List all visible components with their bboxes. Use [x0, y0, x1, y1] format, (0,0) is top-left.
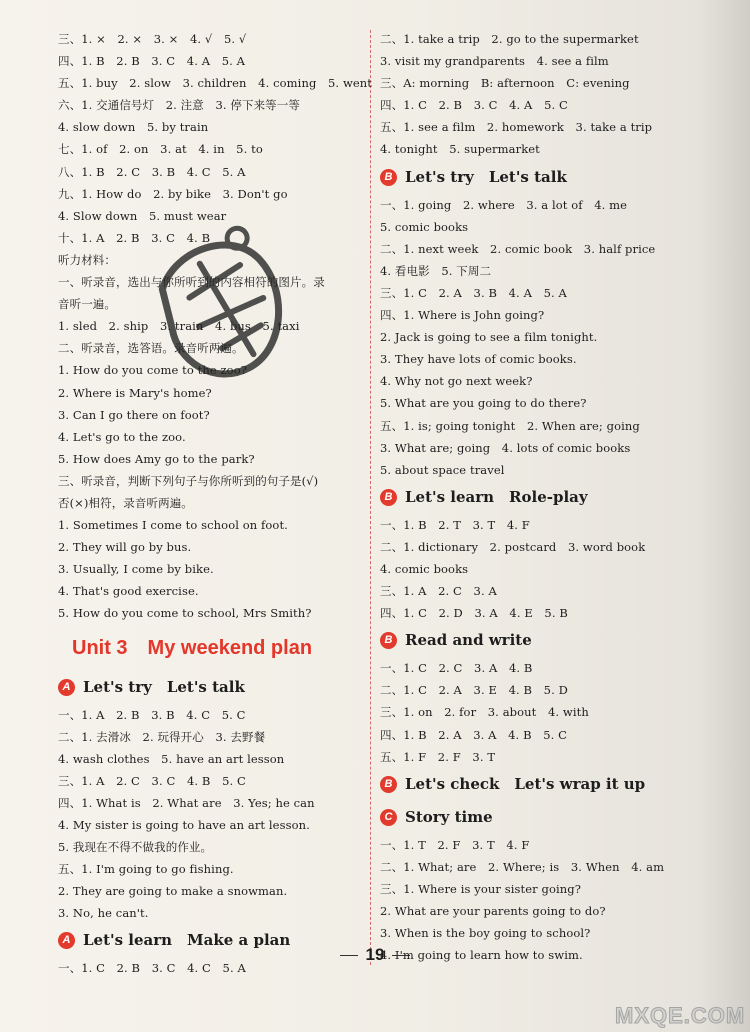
answer-line: 五、1. is; going tonight 2. When are; going [380, 418, 640, 433]
section-lines [58, 957, 363, 979]
answer-line: 一、1. T 2. F 3. T 4. F [380, 837, 530, 852]
page-number-value: 19 [365, 945, 385, 964]
section-lines [380, 194, 680, 481]
answer-line: 三、听录音，判断下列句子与你所听到的句子是(√) [58, 473, 319, 488]
answer-line: 2. Where is Mary's home? [58, 385, 212, 400]
section-title: Let's check Let's wrap it up [405, 774, 646, 793]
answer-line: 八、1. B 2. C 3. B 4. C 5. A [58, 164, 246, 179]
answer-line: 3. Can I go there on foot? [58, 407, 210, 422]
answer-line: 二、1. What; are 2. Where; is 3. When 4. am [380, 859, 665, 874]
section-badge-icon: A [58, 932, 75, 949]
section-badge-icon: B [380, 169, 397, 186]
answer-line: 四、1. B 2. A 3. A 4. B 5. C [380, 727, 568, 742]
answer-line: 3. They have lots of comic books. [380, 352, 577, 367]
right-pre-lines [380, 28, 680, 161]
unit-title: Unit 3 My weekend plan [72, 636, 313, 659]
answer-line: 4. I'm going to learn how to swim. [380, 948, 583, 963]
page-number-dash [392, 955, 410, 956]
answer-line: 四、1. B 2. B 3. C 4. A 5. A [58, 54, 246, 69]
answer-line: 十、1. A 2. B 3. C 4. B [58, 230, 211, 245]
answer-line: 五、1. see a film 2. homework 3. take a trip [380, 120, 653, 135]
section-badge-icon: B [380, 776, 397, 793]
answer-line: 5. comic books [380, 219, 469, 234]
answer-line: 4. comic books [380, 561, 469, 576]
answer-line: 三、A: morning B: afternoon C: evening [380, 76, 630, 91]
page-number [330, 945, 420, 965]
left-column [58, 28, 373, 980]
answer-line: 四、1. C 2. D 3. A 4. E 5. B [380, 606, 568, 621]
answer-line: 一、1. going 2. where 3. a lot of 4. me [380, 197, 628, 212]
section-heading [380, 481, 680, 514]
section-badge-icon: B [380, 489, 397, 506]
answer-line: 三、1. Where is your sister going? [380, 881, 581, 896]
page-number-dash [340, 955, 358, 956]
section-lines [58, 704, 363, 925]
answer-line: 三、1. on 2. for 3. about 4. with [380, 705, 589, 720]
section-lines [380, 834, 680, 967]
section-heading [58, 924, 363, 957]
answer-line: 2. They are going to make a snowman. [58, 884, 288, 899]
answer-line: 四、1. What is 2. What are 3. Yes; he can [58, 795, 315, 810]
answer-line: 4. My sister is going to have an art lesson. [58, 818, 310, 832]
answer-line: 一、1. C 2. B 3. C 4. C 5. A [58, 961, 246, 976]
answer-line: 4. That's good exercise. [58, 584, 199, 599]
answer-line: 3. No, he can't. [58, 906, 149, 921]
answer-line: 五、1. F 2. F 3. T [380, 749, 496, 764]
answer-line: 1. sled 2. ship 3. train 4. bus 5. taxi [58, 319, 300, 334]
answer-line: 2. Jack is going to see a film tonight. [380, 330, 598, 345]
answer-line: 六、1. 交通信号灯 2. 注意 3. 停下来等一等 [58, 98, 300, 113]
answer-line: 二、1. take a trip 2. go to the supermarket [380, 32, 639, 46]
section-lines [380, 657, 680, 767]
answer-line: 3. When is the boy going to school? [380, 926, 591, 941]
section-heading [380, 624, 680, 657]
section-title: Let's try Let's talk [405, 167, 567, 186]
watermark-logo [615, 965, 750, 1032]
answer-line: 一、听录音，选出与你所听到的内容相符的图片。录 [58, 275, 325, 290]
right-column [380, 28, 680, 966]
section-title: Let's try Let's talk [83, 677, 245, 696]
answer-line: 二、1. C 2. A 3. E 4. B 5. D [380, 683, 568, 698]
answer-line: 三、1. × 2. × 3. × 4. √ 5. √ [58, 32, 247, 46]
section-title: Let's learn Role-play [405, 487, 588, 506]
answer-line: 2. What are your parents going to do? [380, 904, 606, 918]
answer-line: 4. 看电影 5. 下周二 [380, 263, 492, 278]
answer-line: 一、1. C 2. C 3. A 4. B [380, 661, 533, 676]
answer-line: 1. How do you come to the zoo? [58, 363, 247, 378]
answer-line: 二、1. 去滑冰 2. 玩得开心 3. 去野餐 [58, 729, 266, 744]
answer-line: 2. They will go by bus. [58, 540, 192, 555]
answer-line: 5. How does Amy go to the park? [58, 451, 255, 466]
section-badge-icon: B [380, 632, 397, 649]
answer-line: 听力材料： [58, 252, 116, 267]
answer-line: 3. visit my grandparents 4. see a film [380, 54, 609, 69]
answer-line: 四、1. C 2. B 3. C 4. A 5. C [380, 98, 568, 113]
answer-line: 5. about space travel [380, 462, 505, 477]
answer-line: 4. Let's go to the zoo. [58, 429, 186, 444]
answer-line: 一、1. A 2. B 3. B 4. C 5. C [58, 707, 246, 722]
answer-line: 九、1. How do 2. by bike 3. Don't go [58, 186, 288, 201]
answer-line: 五、1. buy 2. slow 3. children 4. coming 5. went [58, 76, 373, 91]
answer-line: 4. tonight 5. supermarket [380, 142, 540, 157]
answer-line: 5. What are you going to do there? [380, 396, 587, 411]
answer-line: 二、听录音，选答语。录音听两遍。 [58, 341, 244, 356]
answer-line: 3. What are; going 4. lots of comic books [380, 440, 631, 455]
answer-line: 五、1. I'm going to go fishing. [58, 862, 234, 877]
answer-line: 4. Slow down 5. must wear [58, 208, 227, 223]
section-title: Story time [405, 807, 493, 826]
column-divider [370, 30, 371, 965]
left-pre-lines [58, 28, 373, 625]
answer-line: 一、1. B 2. T 3. T 4. F [380, 517, 530, 532]
watermark-text: MXQE.COM [615, 1003, 746, 1028]
answer-line: 5. How do you come to school, Mrs Smith? [58, 606, 312, 621]
answer-line: 三、1. C 2. A 3. B 4. A 5. A [380, 285, 567, 300]
answer-line: 四、1. Where is John going? [380, 308, 545, 323]
answer-line: 5. 我现在不得不做我的作业。 [58, 840, 213, 855]
answer-line: 1. Sometimes I come to school on foot. [58, 518, 288, 533]
section-heading [58, 671, 363, 704]
section-heading [380, 801, 680, 834]
answer-line: 三、1. A 2. C 3. A [380, 584, 497, 599]
section-badge-icon: A [58, 679, 75, 696]
answer-line: 4. wash clothes 5. have an art lesson [58, 751, 285, 766]
answer-line: 音听一遍。 [58, 297, 116, 312]
section-title: Read and write [405, 631, 532, 650]
section-badge-icon: C [380, 809, 397, 826]
answer-line: 三、1. A 2. C 3. C 4. B 5. C [58, 773, 246, 788]
answer-line: 二、1. dictionary 2. postcard 3. word book [380, 539, 646, 554]
section-lines [380, 514, 680, 624]
section-title: Let's learn Make a plan [83, 931, 291, 950]
answer-line: 4. slow down 5. by train [58, 120, 209, 135]
answer-line: 4. Why not go next week? [380, 374, 533, 389]
section-heading [380, 161, 680, 194]
answer-line: 二、1. next week 2. comic book 3. half price [380, 241, 656, 256]
answer-line: 3. Usually, I come by bike. [58, 562, 214, 577]
answer-line: 七、1. of 2. on 3. at 4. in 5. to [58, 142, 263, 157]
section-heading [380, 768, 680, 801]
answer-line: 否(×)相符，录音听两遍。 [58, 495, 193, 510]
